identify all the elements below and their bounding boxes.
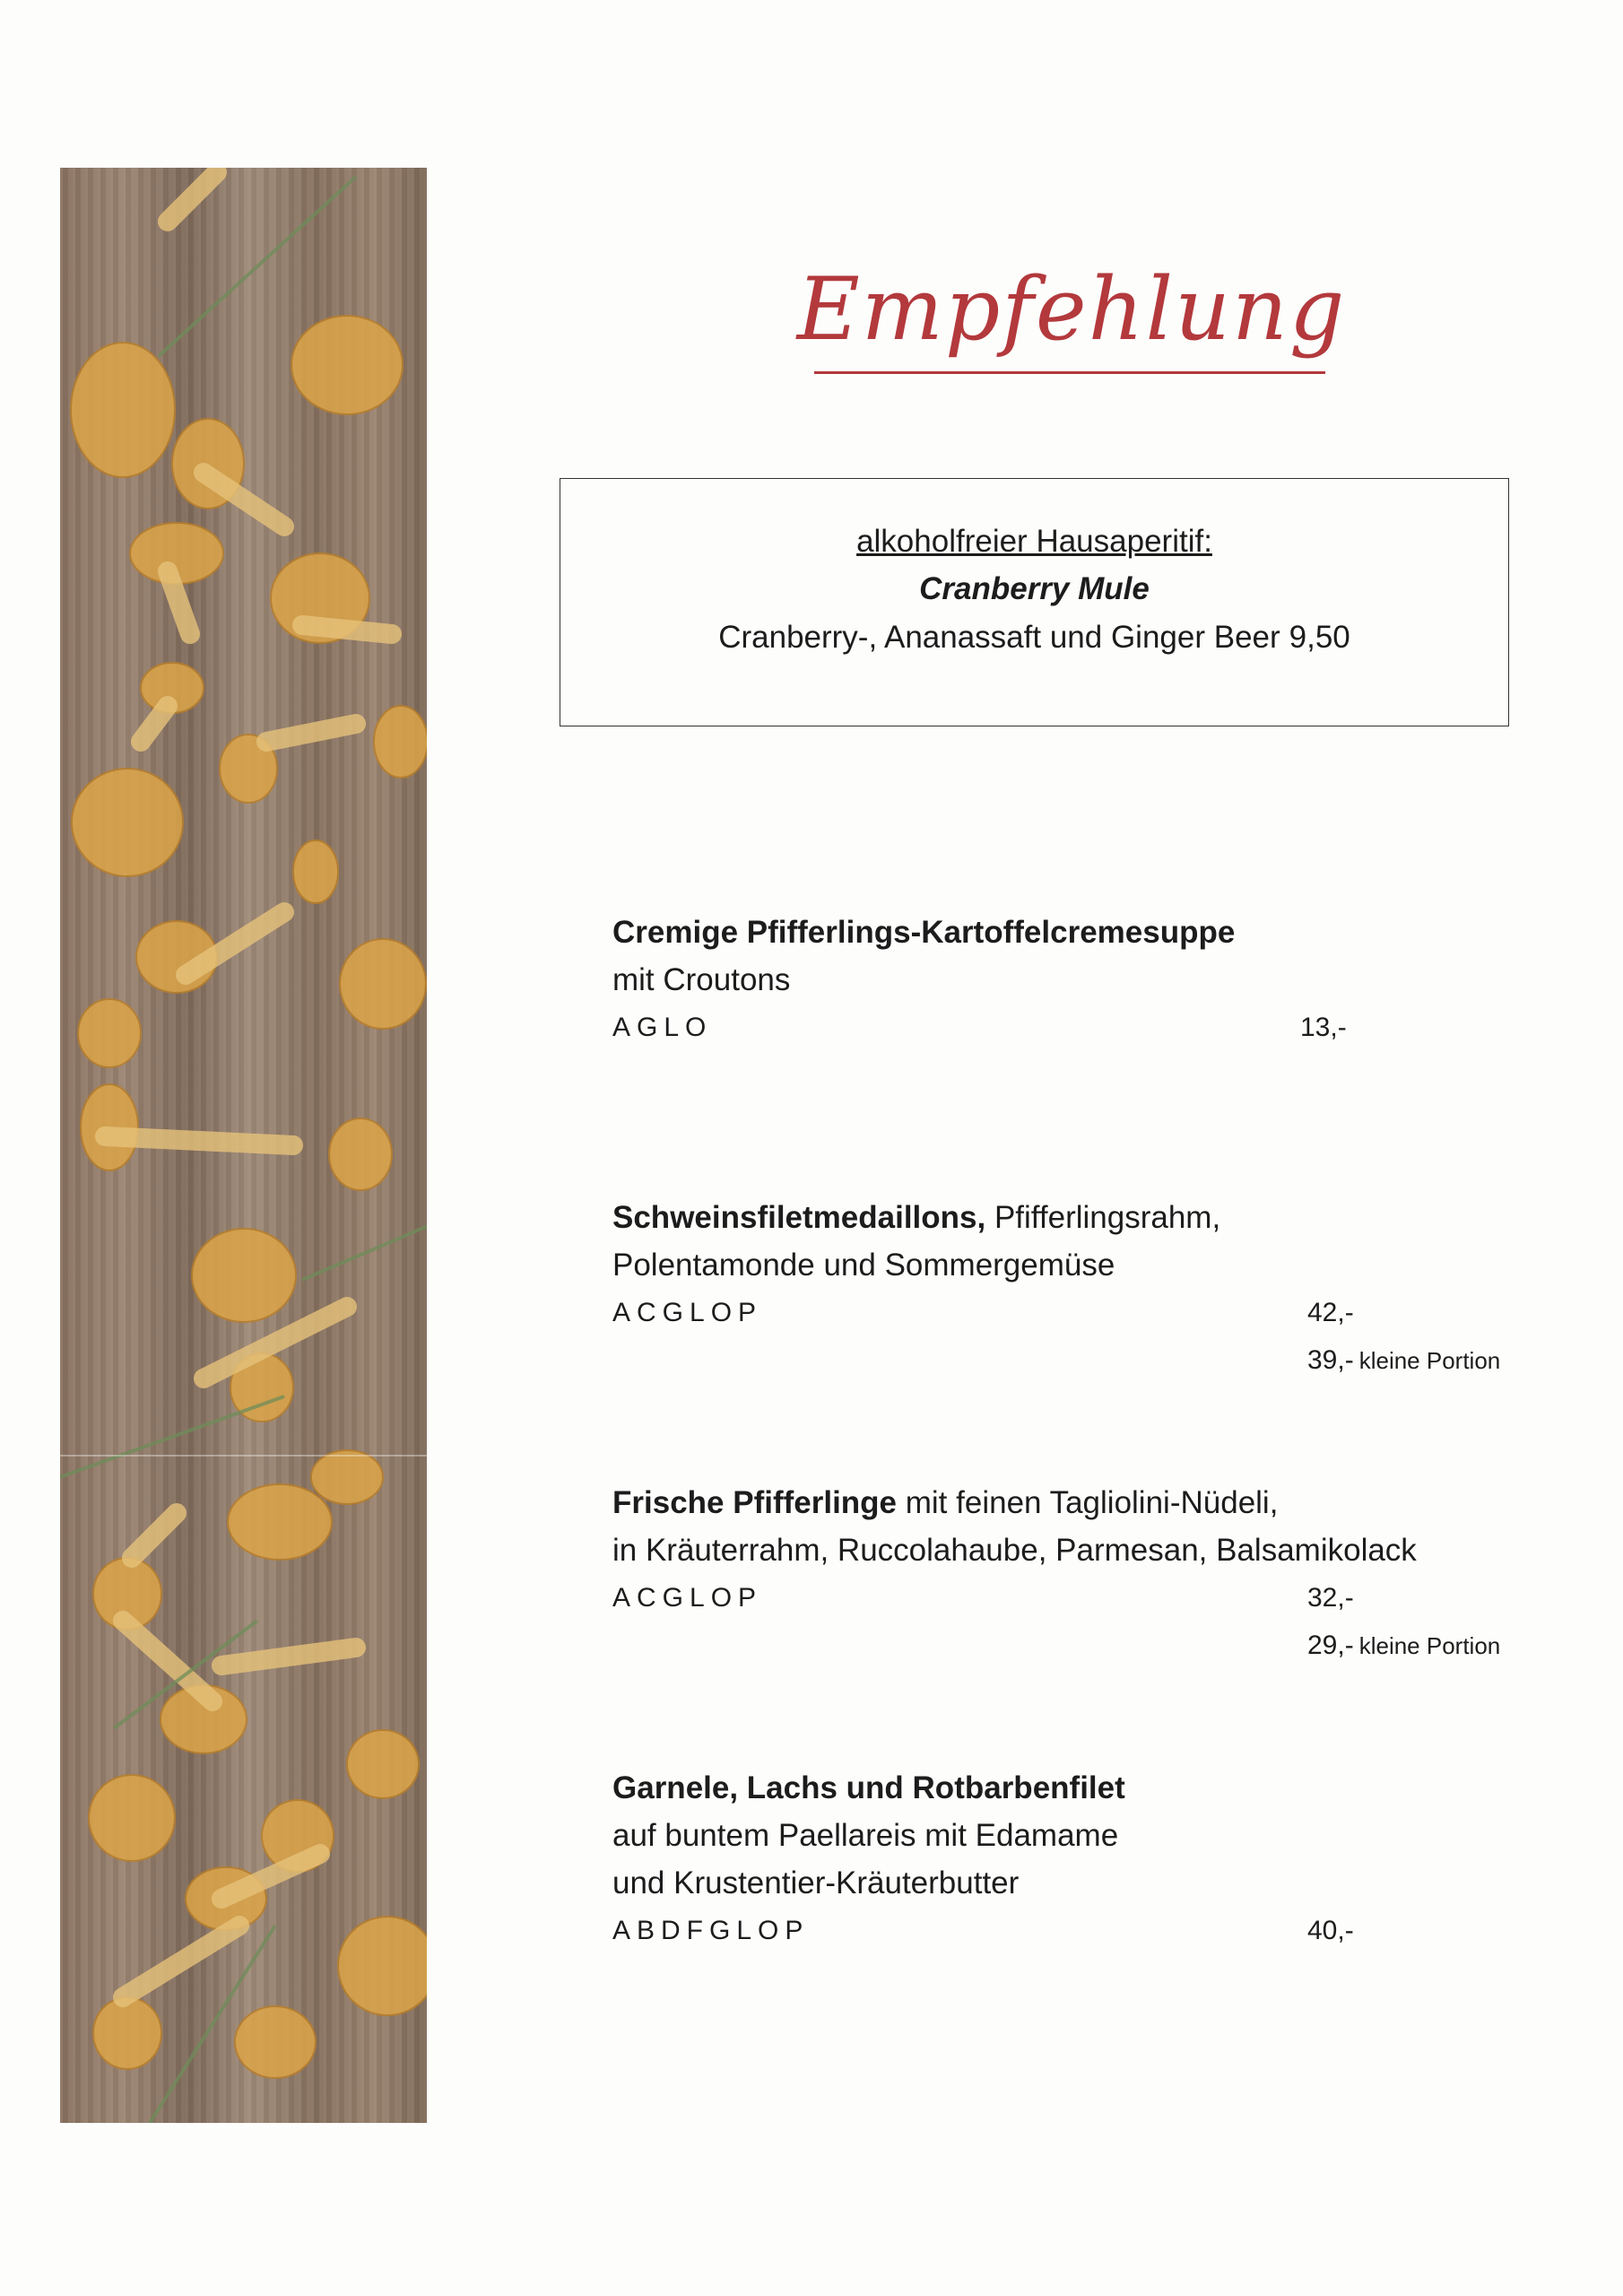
photo-seam: [60, 1455, 427, 1457]
item-small-price-wrap: [1307, 1345, 1500, 1376]
menu-item: [612, 1194, 1536, 1384]
menu-item: [612, 1764, 1536, 1954]
item-title-bold: Garnele, Lachs und Rotbarbenfilet: [612, 1770, 1125, 1805]
item-title-rest: mit feinen Tagliolini-Nüdeli,: [897, 1485, 1279, 1520]
item-price: 42,-: [1307, 1298, 1354, 1327]
item-allergens: ACGLOP: [612, 1583, 763, 1613]
item-description: in Kräuterrahm, Ruccolahaube, Parmesan, Balsamikolack: [612, 1533, 1417, 1568]
item-small-portion-row: [612, 1336, 1536, 1384]
item-small-price: 39,-: [1307, 1345, 1354, 1375]
item-title-bold: Schweinsfiletmedaillons,: [612, 1200, 986, 1235]
item-title-bold: Cremige Pfifferlings-Kartoffelcremesuppe: [612, 915, 1236, 950]
aperitif-price: 9,50: [1289, 620, 1350, 655]
aperitif-description: Cranberry-, Ananassaft und Ginger Beer: [718, 620, 1280, 655]
item-description: und Krustentier-Kräuterbutter: [612, 1866, 1020, 1900]
item-small-price: 29,-: [1307, 1631, 1354, 1660]
item-info-row: [612, 1574, 1536, 1622]
item-title: [612, 1194, 1536, 1241]
item-title-bold: Frische Pfifferlinge: [612, 1485, 898, 1520]
item-small-label: kleine Portion: [1358, 1347, 1501, 1374]
item-description: Polentamonde und Sommergemüse: [612, 1248, 1115, 1283]
item-allergens: ABDFGLOP: [612, 1916, 810, 1945]
chanterelle-illustration: [60, 168, 427, 2123]
item-small-price-wrap: [1307, 1631, 1500, 1661]
aperitif-name: Cranberry Mule: [919, 571, 1150, 606]
item-price: 13,-: [1300, 1013, 1347, 1042]
item-title: [612, 909, 1536, 956]
aperitif-description-line: [560, 620, 1508, 656]
item-price: 40,-: [1307, 1916, 1354, 1945]
item-small-label: kleine Portion: [1358, 1632, 1501, 1659]
item-description: mit Croutons: [612, 962, 791, 997]
item-info-row: [612, 1907, 1536, 1954]
item-info-row: [612, 1004, 1536, 1051]
item-title: [612, 1479, 1536, 1526]
title-underline: [814, 371, 1325, 374]
aperitif-box: [560, 478, 1509, 726]
item-price: 32,-: [1307, 1583, 1354, 1613]
menu-item: [612, 1479, 1536, 1669]
item-title-rest: Pfifferlingsrahm,: [985, 1200, 1221, 1235]
item-allergens: AGLO: [612, 1013, 713, 1042]
item-small-portion-row: [612, 1622, 1536, 1669]
page-title: Empfehlung: [796, 259, 1347, 360]
aperitif-label: alkoholfreier Hausaperitif:: [856, 524, 1212, 559]
item-description: auf buntem Paellareis mit Edamame: [612, 1818, 1119, 1853]
item-info-row: [612, 1289, 1536, 1336]
item-title: [612, 1764, 1536, 1812]
item-allergens: ACGLOP: [612, 1298, 763, 1327]
menu-item: [612, 909, 1536, 1051]
decorative-mushroom-photo: [60, 168, 427, 2123]
